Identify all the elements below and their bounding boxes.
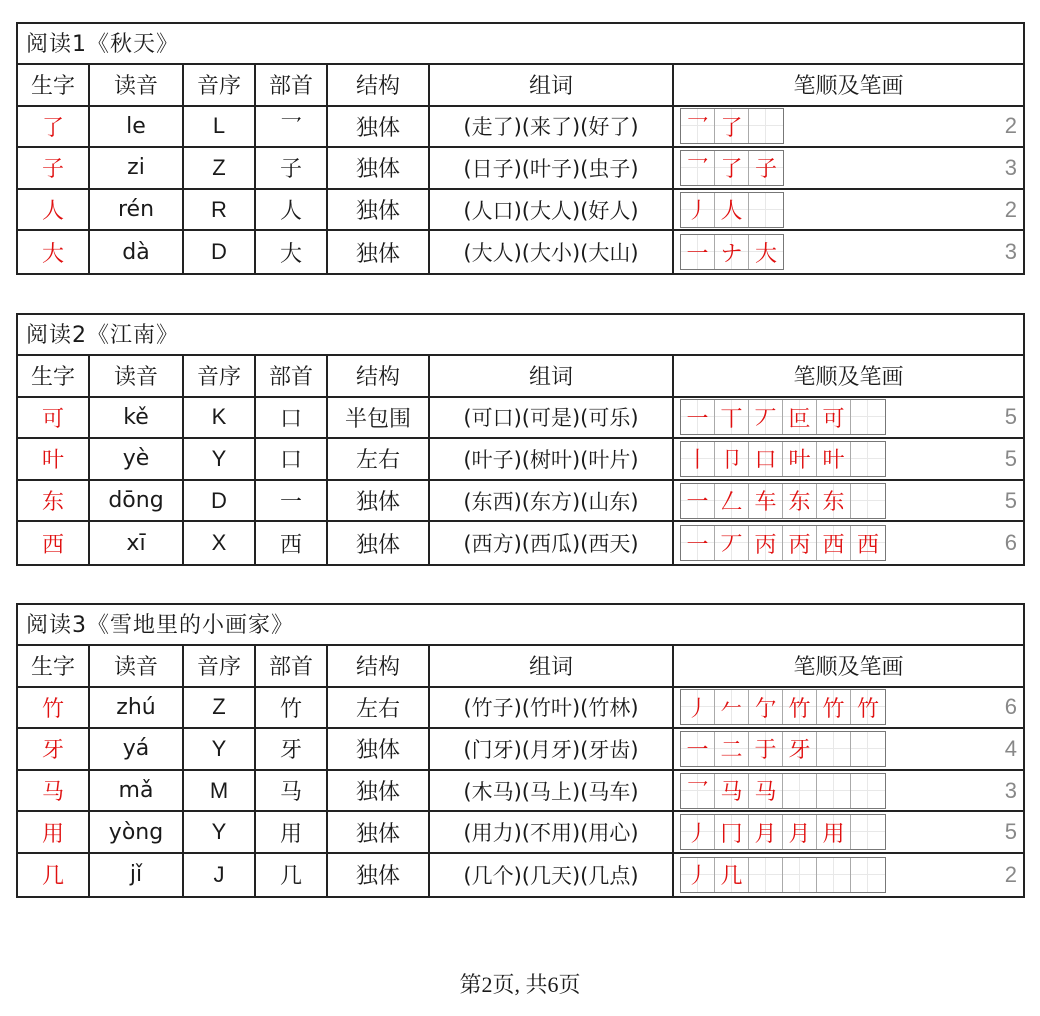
stroke-step: 一 [686,406,709,432]
stroke-count: 5 [1004,487,1017,513]
stroke-order-cell [674,231,1023,273]
header-row [18,646,1023,688]
stroke-step: 丅 [720,406,743,432]
header-row [18,65,1023,107]
stroke-order-cell [674,812,1023,852]
stroke-box [783,858,817,892]
stroke-grid [680,150,784,186]
stroke-step: 丙 [788,532,811,558]
table-row [18,812,1023,854]
section-reading-2 [16,313,1025,566]
stroke-step: 二 [720,738,743,764]
pinyin-cell: kě [90,398,184,438]
stroke-grid [680,689,886,725]
stroke-step: 于 [754,738,777,764]
column-header: 组词 [430,356,674,396]
character-cell: 大 [18,231,90,273]
column-header: 部首 [256,646,328,686]
table-row [18,688,1023,730]
stroke-box [715,193,749,227]
stroke-box [715,815,749,849]
stroke-box [783,442,817,476]
column-header: 音序 [184,646,256,686]
stroke-box [783,526,817,560]
stroke-step: 月 [788,821,811,847]
character-cell: 东 [18,481,90,521]
initial-letter-cell: M [184,771,256,811]
stroke-box [851,774,885,808]
stroke-step: 马 [720,780,743,806]
stroke-step: 口 [754,448,777,474]
stroke-step: 竹 [788,696,811,722]
stroke-grid [680,441,886,477]
stroke-box [851,484,885,518]
structure-cell: 半包围 [328,398,430,438]
stroke-box [749,690,783,724]
stroke-step: 叵 [788,406,811,432]
stroke-step: 用 [822,821,845,847]
header-row [18,356,1023,398]
stroke-order-cell [674,854,1023,896]
stroke-step: 东 [788,490,811,516]
column-header: 生字 [18,65,90,105]
stroke-step: 𠃋 [720,490,743,516]
radical-cell: 一 [256,481,328,521]
pinyin-cell: zi [90,148,184,188]
stroke-box [749,151,783,185]
column-header: 结构 [328,356,430,396]
stroke-box [715,400,749,434]
table-row [18,729,1023,771]
column-header: 组词 [430,646,674,686]
stroke-step: 亇 [754,696,777,722]
page-footer: 第2页, 共6页 [459,972,581,997]
stroke-step: 一 [686,241,709,267]
stroke-box [681,858,715,892]
section-reading-1 [16,22,1025,275]
stroke-step: 丿 [686,199,709,225]
stroke-step: 乛 [686,157,709,183]
stroke-box [749,193,783,227]
stroke-count: 4 [1004,735,1017,761]
stroke-box [749,484,783,518]
structure-cell: 独体 [328,481,430,521]
stroke-step: 大 [754,241,777,267]
word-group-cell: (竹子)(竹叶)(竹林) [430,688,674,728]
stroke-step: 子 [754,157,777,183]
word-group-cell: (几个)(几天)(几点) [430,854,674,896]
stroke-step: 竹 [822,696,845,722]
word-group-cell: (东西)(东方)(山东) [430,481,674,521]
stroke-box [681,815,715,849]
stroke-box [783,690,817,724]
initial-letter-cell: Z [184,148,256,188]
column-header: 结构 [328,646,430,686]
column-header: 音序 [184,356,256,396]
word-group-cell: (用力)(不用)(用心) [430,812,674,852]
stroke-box [749,235,783,269]
stroke-step: 丆 [754,406,777,432]
pinyin-cell: jǐ [90,854,184,896]
stroke-grid [680,399,886,435]
stroke-step: 乛 [686,115,709,141]
stroke-step: 一 [686,738,709,764]
stroke-step: 𠂉 [720,696,743,722]
stroke-count: 2 [1004,113,1017,139]
pinyin-cell: yè [90,439,184,479]
word-group-cell: (可口)(可是)(可乐) [430,398,674,438]
stroke-step: 丨 [686,448,709,474]
pinyin-cell: dà [90,231,184,273]
word-group-cell: (门牙)(月牙)(牙齿) [430,729,674,769]
pinyin-cell: mǎ [90,771,184,811]
section-title: 阅读1《秋天》 [18,24,1023,65]
column-header: 笔顺及笔画 [793,74,904,100]
stroke-box [681,484,715,518]
stroke-box [749,442,783,476]
character-cell: 牙 [18,729,90,769]
table-row [18,522,1023,564]
table-row [18,481,1023,523]
character-cell: 叶 [18,439,90,479]
table-row [18,854,1023,896]
column-header: 生字 [18,646,90,686]
table-row [18,148,1023,190]
initial-letter-cell: J [184,854,256,896]
stroke-step: 人 [720,199,743,225]
initial-letter-cell: Z [184,688,256,728]
pinyin-cell: rén [90,190,184,230]
pinyin-cell: yòng [90,812,184,852]
stroke-box [783,815,817,849]
stroke-box [715,774,749,808]
stroke-grid [680,192,784,228]
stroke-order-cell [674,148,1023,188]
structure-cell: 独体 [328,107,430,147]
word-group-cell: (木马)(马上)(马车) [430,771,674,811]
stroke-order-cell [674,190,1023,230]
stroke-grid [680,108,784,144]
pinyin-cell: xī [90,522,184,564]
stroke-step: 丿 [686,864,709,890]
stroke-count: 2 [1004,196,1017,222]
character-cell: 几 [18,854,90,896]
character-cell: 马 [18,771,90,811]
section-title: 阅读3《雪地里的小画家》 [18,605,1023,646]
stroke-count: 5 [1004,445,1017,471]
word-group-cell: (大人)(大小)(大山) [430,231,674,273]
stroke-order-cell [674,481,1023,521]
structure-cell: 左右 [328,688,430,728]
stroke-box [817,732,851,766]
radical-cell: 竹 [256,688,328,728]
table-row [18,398,1023,440]
radical-cell: 用 [256,812,328,852]
stroke-step: 冂 [720,821,743,847]
stroke-box [817,690,851,724]
stroke-box [715,109,749,143]
stroke-box [817,484,851,518]
pinyin-cell: dōng [90,481,184,521]
stroke-box [783,774,817,808]
stroke-box [749,526,783,560]
stroke-step: 东 [822,490,845,516]
stroke-box [817,526,851,560]
stroke-step: 月 [754,821,777,847]
column-header: 读音 [90,356,184,396]
stroke-step: 了 [720,115,743,141]
section-title: 阅读2《江南》 [18,315,1023,356]
character-cell: 人 [18,190,90,230]
word-group-cell: (走了)(来了)(好了) [430,107,674,147]
stroke-box [851,815,885,849]
stroke-box [749,815,783,849]
structure-cell: 独体 [328,522,430,564]
column-header: 音序 [184,65,256,105]
table-row [18,231,1023,273]
radical-cell: 乛 [256,107,328,147]
stroke-box [681,732,715,766]
stroke-box [851,442,885,476]
stroke-box [749,732,783,766]
stroke-box [715,235,749,269]
stroke-box [681,151,715,185]
stroke-box [681,774,715,808]
stroke-count: 2 [1004,861,1017,887]
word-group-cell: (西方)(西瓜)(西天) [430,522,674,564]
radical-cell: 子 [256,148,328,188]
stroke-box [715,526,749,560]
stroke-box [817,858,851,892]
word-group-cell: (人口)(大人)(好人) [430,190,674,230]
stroke-box [715,732,749,766]
stroke-box [681,109,715,143]
stroke-box [749,400,783,434]
stroke-box [817,774,851,808]
stroke-step: 西 [822,532,845,558]
stroke-box [817,442,851,476]
radical-cell: 人 [256,190,328,230]
stroke-box [715,151,749,185]
column-header: 组词 [430,65,674,105]
stroke-box [715,858,749,892]
stroke-grid [680,731,886,767]
initial-letter-cell: X [184,522,256,564]
character-cell: 子 [18,148,90,188]
character-cell: 用 [18,812,90,852]
stroke-box [851,526,885,560]
column-header: 读音 [90,646,184,686]
structure-cell: 左右 [328,439,430,479]
stroke-count: 3 [1004,777,1017,803]
character-cell: 竹 [18,688,90,728]
column-header: 生字 [18,356,90,396]
stroke-grid [680,773,886,809]
stroke-step: 西 [856,532,879,558]
table-row [18,190,1023,232]
column-header: 结构 [328,65,430,105]
table-row [18,771,1023,813]
stroke-box [715,690,749,724]
stroke-grid [680,234,784,270]
stroke-step: 竹 [856,696,879,722]
radical-cell: 西 [256,522,328,564]
stroke-step: 丿 [686,821,709,847]
pinyin-cell: le [90,107,184,147]
column-header: 部首 [256,65,328,105]
stroke-box [715,442,749,476]
stroke-count: 3 [1004,239,1017,265]
stroke-box [681,193,715,227]
structure-cell: 独体 [328,812,430,852]
stroke-step: 乛 [686,780,709,806]
stroke-box [749,858,783,892]
structure-cell: 独体 [328,771,430,811]
radical-cell: 牙 [256,729,328,769]
stroke-step: 叶 [822,448,845,474]
stroke-step: 几 [720,864,743,890]
stroke-grid [680,857,886,893]
stroke-order-cell [674,729,1023,769]
stroke-step: 丆 [720,532,743,558]
character-cell: 西 [18,522,90,564]
initial-letter-cell: D [184,231,256,273]
structure-cell: 独体 [328,231,430,273]
radical-cell: 口 [256,439,328,479]
character-cell: 了 [18,107,90,147]
pinyin-cell: zhú [90,688,184,728]
stroke-step: 丙 [754,532,777,558]
table-row [18,107,1023,149]
stroke-order-cell [674,771,1023,811]
stroke-box [681,526,715,560]
stroke-step: 马 [754,780,777,806]
initial-letter-cell: K [184,398,256,438]
column-header: 读音 [90,65,184,105]
section-reading-3 [16,603,1025,898]
structure-cell: 独体 [328,854,430,896]
pinyin-cell: yá [90,729,184,769]
initial-letter-cell: Y [184,439,256,479]
stroke-count: 5 [1004,819,1017,845]
word-group-cell: (日子)(叶子)(虫子) [430,148,674,188]
stroke-box [681,690,715,724]
stroke-order-cell [674,522,1023,564]
stroke-box [681,235,715,269]
stroke-box [681,400,715,434]
stroke-order-cell [674,439,1023,479]
stroke-step: 叶 [788,448,811,474]
stroke-grid [680,814,886,850]
initial-letter-cell: Y [184,729,256,769]
stroke-step: 车 [754,490,777,516]
stroke-order-cell [674,398,1023,438]
stroke-box [851,858,885,892]
stroke-step: 丿 [686,696,709,722]
stroke-box [783,484,817,518]
stroke-step: 可 [822,406,845,432]
stroke-box [817,815,851,849]
structure-cell: 独体 [328,729,430,769]
stroke-box [851,400,885,434]
initial-letter-cell: Y [184,812,256,852]
stroke-order-cell [674,107,1023,147]
stroke-box [681,442,715,476]
word-group-cell: (叶子)(树叶)(叶片) [430,439,674,479]
stroke-box [715,484,749,518]
stroke-box [749,109,783,143]
stroke-box [783,732,817,766]
stroke-count: 3 [1004,154,1017,180]
radical-cell: 几 [256,854,328,896]
stroke-step: 一 [686,532,709,558]
stroke-count: 6 [1004,530,1017,556]
stroke-box [783,400,817,434]
radical-cell: 口 [256,398,328,438]
initial-letter-cell: L [184,107,256,147]
stroke-grid [680,525,886,561]
stroke-grid [680,483,886,519]
stroke-box [851,690,885,724]
stroke-step: ナ [720,241,743,267]
column-header: 笔顺及笔画 [793,365,904,391]
stroke-count: 5 [1004,404,1017,430]
stroke-count: 6 [1004,694,1017,720]
radical-cell: 大 [256,231,328,273]
stroke-box [749,774,783,808]
stroke-box [817,400,851,434]
initial-letter-cell: R [184,190,256,230]
column-header: 部首 [256,356,328,396]
column-header: 笔顺及笔画 [793,655,904,681]
stroke-step: 牙 [788,738,811,764]
structure-cell: 独体 [328,190,430,230]
initial-letter-cell: D [184,481,256,521]
stroke-step: 一 [686,490,709,516]
stroke-step: 了 [720,157,743,183]
structure-cell: 独体 [328,148,430,188]
stroke-box [851,732,885,766]
radical-cell: 马 [256,771,328,811]
stroke-step: 卩 [720,448,743,474]
character-cell: 可 [18,398,90,438]
table-row [18,439,1023,481]
stroke-order-cell [674,688,1023,728]
